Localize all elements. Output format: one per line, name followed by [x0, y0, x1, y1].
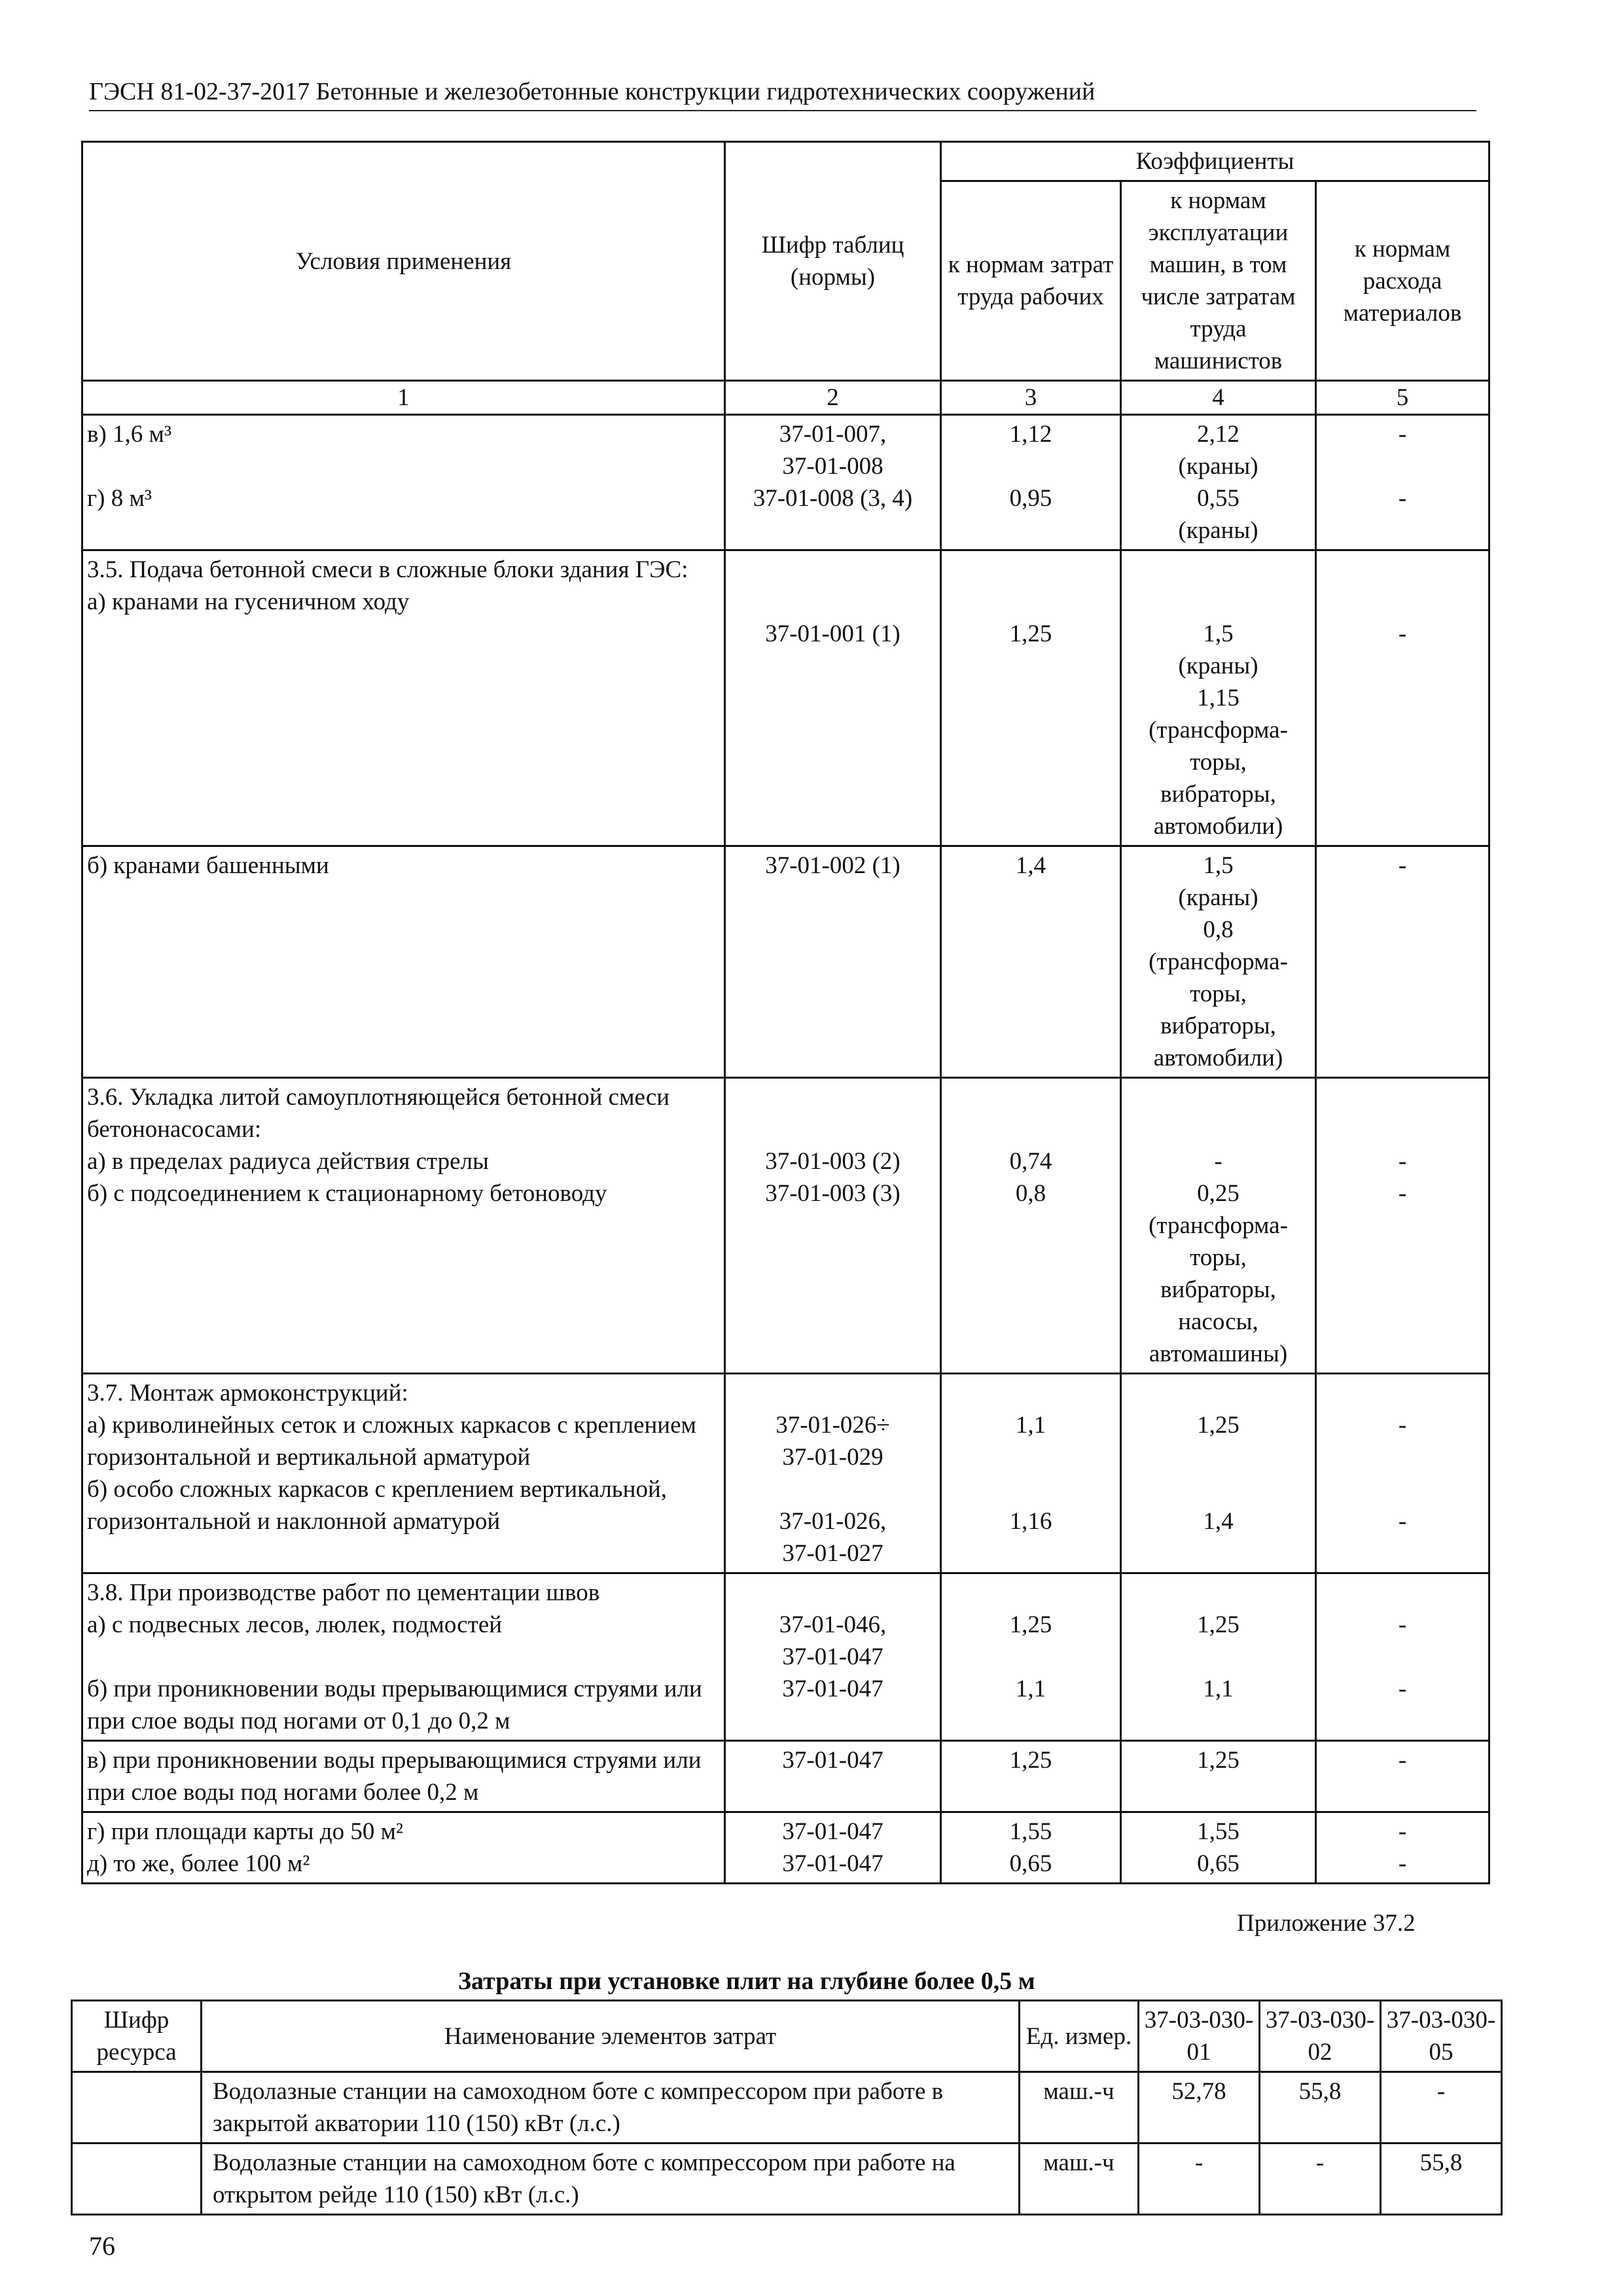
cell-line: -: [1398, 1676, 1407, 1702]
cell-line: 1,25: [1197, 1611, 1240, 1638]
cell-line: -: [1398, 620, 1407, 647]
cell-line: 0,8: [1203, 916, 1234, 943]
column-number: 1: [82, 381, 725, 415]
cell-line: [1321, 1577, 1484, 1609]
cell-line: 3.6. Укладка литой самоуплотняющейся бетонной смеси бетононасосами:: [87, 1084, 670, 1143]
cell-line: [730, 586, 936, 618]
cell-line: 37-01-027: [782, 1540, 883, 1567]
table-row: [72, 2144, 1502, 2215]
cell-line: 1,1: [1015, 1676, 1046, 1702]
cell-line: [87, 450, 720, 482]
cell-line: [1321, 450, 1484, 482]
cell-line: 1,4: [1203, 1508, 1234, 1535]
cell-line: [87, 514, 720, 547]
header-material-coef: к нормам расхода материалов: [1316, 181, 1489, 381]
cell-line: (трансформа-: [1149, 948, 1288, 975]
cell-line: [1321, 1377, 1484, 1409]
cell-line: -: [1398, 1412, 1407, 1439]
cell-line: 37-01-008 (3, 4): [753, 485, 913, 512]
table-cell: [941, 550, 1121, 846]
cell-line: -: [1214, 1148, 1222, 1175]
cell-line: (краны): [1178, 653, 1258, 679]
cell-line: вибраторы,: [1160, 1276, 1276, 1303]
table-cell: [941, 1078, 1121, 1374]
cell-line: а) кранами на гусеничном ходу: [87, 588, 410, 615]
table-cell: [82, 846, 725, 1078]
cell-line: [1321, 1081, 1484, 1113]
cell-line: 37-01-047: [782, 1676, 883, 1702]
table-cell: маш.-ч: [1020, 2072, 1139, 2144]
cell-line: б) особо сложных каркасов с креплением вертикальной, горизонтальной и наклонной арматурой: [87, 1476, 668, 1535]
table-cell: Водолазные станции на самоходном боте с компрессором при работе в закрытой акватории 110 (150) кВт (л.с.): [202, 2072, 1020, 2144]
cell-line: [1321, 1641, 1484, 1673]
cell-line: 0,8: [1015, 1180, 1046, 1207]
table-row: [82, 1812, 1489, 1884]
column-number: 2: [725, 381, 941, 415]
column-number: 3: [941, 381, 1121, 415]
cell-line: 37-01-047: [782, 1818, 883, 1845]
cell-line: г) при площади карты до 50 м²: [87, 1818, 404, 1845]
cell-line: 0,65: [1197, 1850, 1240, 1877]
cell-line: 1,1: [1203, 1676, 1234, 1702]
cell-line: -: [1398, 852, 1407, 879]
cell-line: [1321, 1113, 1484, 1145]
cell-line: [87, 1641, 720, 1673]
cell-line: 3.8. При производстве работ по цементации швов: [87, 1579, 600, 1606]
cell-line: вибраторы,: [1160, 1013, 1276, 1039]
table-cell: [725, 1741, 941, 1812]
table-cell: [1316, 550, 1489, 846]
table-cell: [1316, 1573, 1489, 1741]
cell-line: а) с подвесных лесов, люлек, подмостей: [87, 1611, 503, 1638]
table-cell: [82, 550, 725, 846]
table-cell: [82, 1812, 725, 1884]
cell-line: [730, 1577, 936, 1609]
cell-line: [1126, 1113, 1311, 1145]
header-table-code: Шифр таблиц (нормы): [725, 142, 941, 381]
table-row: [72, 2072, 1502, 2144]
cell-line: насосы,: [1178, 1308, 1258, 1335]
cell-line: [946, 554, 1116, 586]
header-unit: Ед. измер.: [1020, 2001, 1139, 2072]
cell-line: [1321, 514, 1484, 547]
cell-line: автомобили): [1153, 813, 1283, 840]
cell-line: д) то же, более 100 м²: [87, 1850, 310, 1877]
table-row: [82, 1741, 1489, 1812]
cell-line: [1126, 1081, 1311, 1113]
cell-line: 1,15: [1197, 685, 1240, 711]
cell-line: 1,1: [1015, 1412, 1046, 1439]
table-cell: [941, 1812, 1121, 1884]
cell-line: б) кранами башенными: [87, 852, 329, 879]
cell-line: [1126, 1577, 1311, 1609]
cell-line: -: [1398, 1148, 1407, 1175]
table-cell: Водолазные станции на самоходном боте с компрессором при работе на открытом рейде 110 (150) кВт (л.с.): [202, 2144, 1020, 2215]
cell-line: -: [1398, 1850, 1407, 1877]
cell-line: 0,95: [1009, 485, 1052, 512]
cell-line: (краны): [1178, 453, 1258, 480]
table-cell: [725, 1812, 941, 1884]
table-cell: [1121, 1573, 1316, 1741]
cell-line: 0,65: [1009, 1850, 1052, 1877]
cell-line: [1126, 1473, 1311, 1505]
cell-line: [1321, 1441, 1484, 1473]
table-cell: [941, 846, 1121, 1078]
cell-line: [1321, 554, 1484, 586]
cell-line: -: [1398, 421, 1407, 448]
cell-line: [946, 450, 1116, 482]
table-cell: [725, 1573, 941, 1741]
cell-line: -: [1398, 1611, 1407, 1638]
table-cell: [725, 1078, 941, 1374]
table-cell: [1316, 1812, 1489, 1884]
cell-line: 0,74: [1009, 1148, 1052, 1175]
table-cell: [82, 415, 725, 550]
cell-line: [946, 586, 1116, 618]
cell-line: 3.5. Подача бетонной смеси в сложные блоки здания ГЭС:: [87, 556, 688, 583]
table-cell: [941, 1573, 1121, 1741]
cell-line: [730, 514, 936, 547]
cell-line: 1,4: [1015, 852, 1046, 879]
cell-line: 37-01-001 (1): [765, 620, 901, 647]
cell-line: [946, 1377, 1116, 1409]
table-cell: [941, 1374, 1121, 1573]
cell-line: 0,25: [1197, 1180, 1240, 1207]
cell-line: -: [1398, 1747, 1407, 1774]
table-cell: [725, 1374, 941, 1573]
table-cell: [82, 1078, 725, 1374]
table-cell: 55,8: [1260, 2072, 1381, 2144]
appendix-note: Приложение 37.2: [1237, 1910, 1416, 1937]
table-cell: -: [1381, 2072, 1502, 2144]
cell-line: 37-01-026,: [779, 1508, 887, 1535]
header-labor-coef: к нормам затрат труда рабочих: [941, 181, 1121, 381]
cell-line: [730, 1113, 936, 1145]
cell-line: торы,: [1190, 749, 1247, 776]
cell-line: 1,25: [1009, 620, 1052, 647]
header-resource-code: Шифр ресурса: [72, 2001, 202, 2072]
cell-line: [946, 1113, 1116, 1145]
header-conditions: Условия применения: [82, 142, 725, 381]
table-row: [82, 846, 1489, 1078]
cell-line: (трансформа-: [1149, 1212, 1288, 1239]
table-cell: [82, 1573, 725, 1741]
table-cell: [72, 2072, 202, 2144]
cell-line: 1,55: [1197, 1818, 1240, 1845]
table-cell: [725, 550, 941, 846]
cell-line: [1126, 1641, 1311, 1673]
cell-line: -: [1398, 1818, 1407, 1845]
table-cell: [1316, 1374, 1489, 1573]
table2-title: Затраты при установке плит на глубине более 0,5 м: [458, 1967, 1035, 1995]
cell-line: (трансформа-: [1149, 717, 1288, 744]
table-row: [82, 1573, 1489, 1741]
column-number: 5: [1316, 381, 1489, 415]
cell-line: торы,: [1190, 1244, 1247, 1271]
cell-line: в) 1,6 м³: [87, 421, 172, 448]
page-number: 76: [89, 2231, 115, 2261]
cell-line: [946, 1473, 1116, 1505]
cell-line: [730, 1473, 936, 1505]
cell-line: [730, 1377, 936, 1409]
cell-line: 1,5: [1203, 620, 1234, 647]
cell-line: [946, 1081, 1116, 1113]
table-cell: маш.-ч: [1020, 2144, 1139, 2215]
cell-line: 1,16: [1009, 1508, 1052, 1535]
cell-line: (краны): [1178, 517, 1258, 544]
cell-line: 1,25: [1197, 1747, 1240, 1774]
table-cell: -: [1260, 2144, 1381, 2215]
table-cell: [72, 2144, 202, 2215]
cell-line: -: [1398, 485, 1407, 512]
table-cell: [1121, 1374, 1316, 1573]
header-coefficients: Коэффициенты: [941, 142, 1489, 181]
cell-line: 37-01-008: [782, 453, 883, 480]
header-norm: 37-03-030-05: [1381, 2001, 1502, 2072]
cell-line: 37-01-026÷: [776, 1412, 890, 1439]
table-cell: [725, 415, 941, 550]
cell-line: [730, 1081, 936, 1113]
table-row: [82, 550, 1489, 846]
cell-line: [946, 514, 1116, 547]
column-number: 4: [1121, 381, 1316, 415]
costs-table: [71, 2000, 1503, 2215]
table-cell: [1121, 415, 1316, 550]
cell-line: 1,25: [1009, 1747, 1052, 1774]
table-cell: [1121, 1078, 1316, 1374]
cell-line: -: [1398, 1508, 1407, 1535]
cell-line: [1321, 586, 1484, 618]
cell-line: 1,25: [1197, 1412, 1240, 1439]
cell-line: 37-01-002 (1): [765, 852, 901, 879]
header-machine-coef: к нормам эксплуатации машин, в том числе затратам труда машинистов: [1121, 181, 1316, 381]
cell-line: 1,25: [1009, 1611, 1052, 1638]
header-norm: 37-03-030-02: [1260, 2001, 1381, 2072]
cell-line: в) при проникновении воды прерывающимися струями или при слое воды под ногами более 0,2 м: [87, 1747, 702, 1806]
table-row: [82, 415, 1489, 550]
table-cell: 55,8: [1381, 2144, 1502, 2215]
cell-line: 37-01-046,: [779, 1611, 887, 1638]
cell-line: [1126, 554, 1311, 586]
cell-line: торы,: [1190, 980, 1247, 1007]
table-cell: 52,78: [1139, 2072, 1260, 2144]
cell-line: автомобили): [1153, 1045, 1283, 1071]
cell-line: [1126, 1441, 1311, 1473]
table-cell: [1121, 846, 1316, 1078]
cell-line: [1126, 1377, 1311, 1409]
cell-line: 37-01-003 (2): [765, 1148, 901, 1175]
cell-line: 3.7. Монтаж армоконструкций:: [87, 1380, 408, 1407]
table-cell: [1121, 1741, 1316, 1812]
cell-line: г) 8 м³: [87, 485, 152, 512]
cell-line: [946, 1577, 1116, 1609]
cell-line: 37-01-047: [782, 1747, 883, 1774]
cell-line: 0,55: [1197, 485, 1240, 512]
cell-line: 1,5: [1203, 852, 1234, 879]
table-cell: [1316, 1741, 1489, 1812]
table-cell: [1316, 415, 1489, 550]
table-cell: [1316, 1078, 1489, 1374]
cell-line: [1126, 586, 1311, 618]
cell-line: а) криволинейных сеток и сложных каркасов с креплением горизонтальной и вертикальной арматурой: [87, 1412, 696, 1471]
cell-line: вибраторы,: [1160, 781, 1276, 808]
table-cell: [1316, 846, 1489, 1078]
table-cell: [1121, 1812, 1316, 1884]
cell-line: 37-01-029: [782, 1444, 883, 1471]
cell-line: 2,12: [1197, 421, 1240, 448]
cell-line: 1,55: [1009, 1818, 1052, 1845]
cell-line: -: [1398, 1180, 1407, 1207]
cell-line: автомашины): [1149, 1340, 1288, 1367]
cell-line: 37-01-047: [782, 1643, 883, 1670]
table-row: [82, 1374, 1489, 1573]
cell-line: [1321, 1473, 1484, 1505]
cell-line: [730, 554, 936, 586]
cell-line: (краны): [1178, 884, 1258, 911]
cell-line: [946, 1441, 1116, 1473]
header-cost-elements: Наименование элементов затрат: [202, 2001, 1020, 2072]
cell-line: 37-01-047: [782, 1850, 883, 1877]
table-cell: [1121, 550, 1316, 846]
table-cell: [725, 846, 941, 1078]
table-cell: [941, 1741, 1121, 1812]
cell-line: [946, 1641, 1116, 1673]
header-norm: 37-03-030-01: [1139, 2001, 1260, 2072]
cell-line: б) с подсоединением к стационарному бетоноводу: [87, 1180, 607, 1207]
table-cell: [82, 1374, 725, 1573]
cell-line: б) при проникновении воды прерывающимися струями или при слое воды под ногами от 0,1 до 0,2 м: [87, 1676, 702, 1734]
running-header: ГЭСН 81-02-37-2017 Бетонные и железобетонные конструкции гидротехнических сооружений: [89, 76, 1476, 111]
cell-line: 1,12: [1009, 421, 1052, 448]
coefficients-table: [81, 141, 1490, 1884]
cell-line: 37-01-003 (3): [765, 1180, 901, 1207]
table-cell: [941, 415, 1121, 550]
table-cell: -: [1139, 2144, 1260, 2215]
cell-line: а) в пределах радиуса действия стрелы: [87, 1148, 489, 1175]
table-row: [82, 1078, 1489, 1374]
table-cell: [82, 1741, 725, 1812]
cell-line: 37-01-007,: [779, 421, 887, 448]
